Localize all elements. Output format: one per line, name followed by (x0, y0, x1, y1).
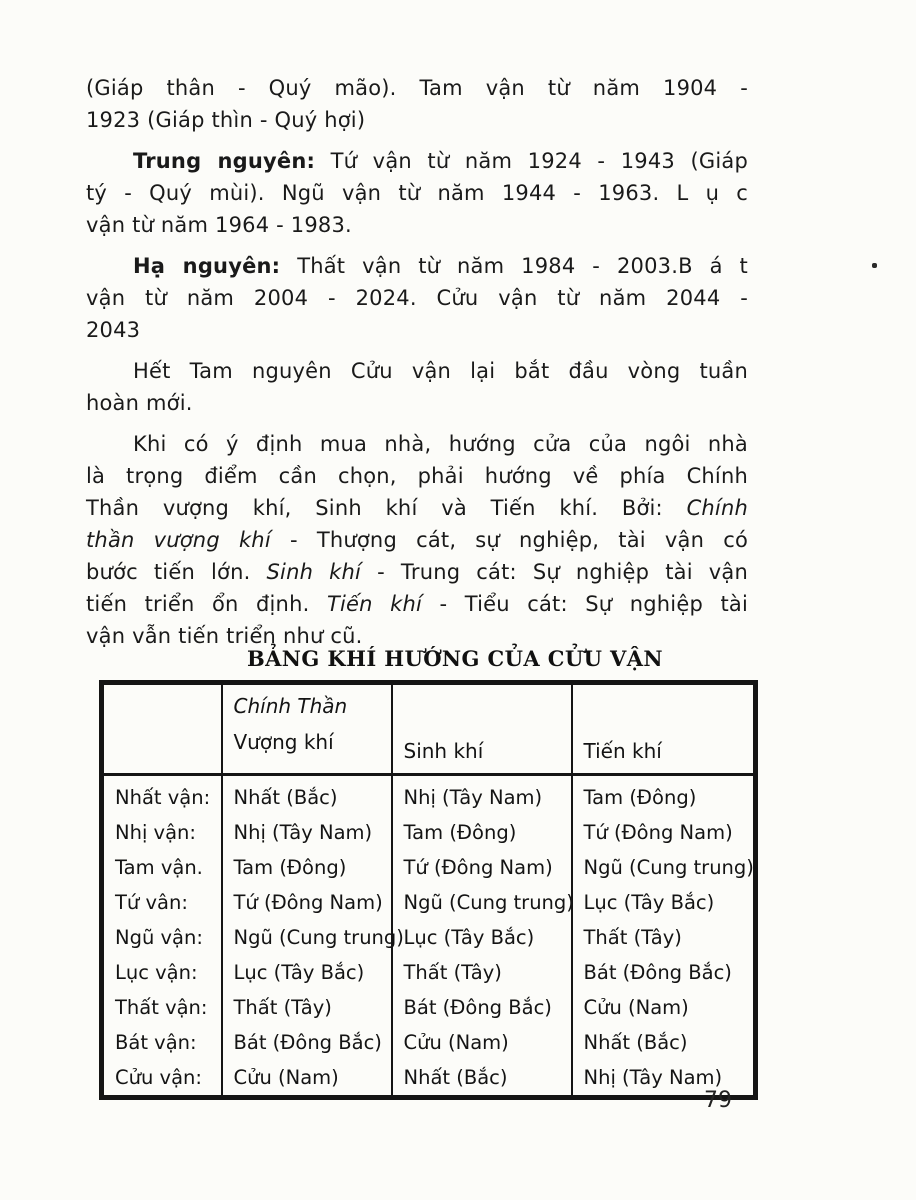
text-segment: vận vẫn tiến triển như cũ. (86, 624, 363, 648)
text-segment: vận từ năm 1964 - 1983. (86, 213, 352, 237)
text-segment: 2043 (86, 318, 141, 342)
table-cell: Thất (Tây) (222, 990, 392, 1025)
text-segment: - Trung cát: Sự nghiệp tài vận (361, 560, 748, 584)
text-segment: (Giáp thân - Quý mão). Tam vận từ năm 1904 - (86, 76, 748, 100)
text-segment: thần vượng khí (86, 528, 271, 552)
table-row (102, 850, 756, 885)
table-cell: Lục vận: (115, 961, 198, 984)
table-cell: Nhị (Tây Nam) (222, 815, 392, 850)
text-segment: - Thượng cát, sự nghiệp, tài vận có (270, 528, 748, 552)
table-cell: Nhị (Tây Nam) (392, 775, 572, 816)
table-cell: Thất vận: (115, 996, 208, 1019)
table-wrap (99, 680, 758, 1100)
paragraph (86, 72, 748, 136)
text-line (86, 387, 748, 419)
text-line (86, 177, 748, 209)
text-line (86, 145, 748, 177)
table-row (102, 955, 756, 990)
text-segment: Tiến khí (326, 592, 423, 616)
body-text (86, 72, 748, 661)
text-segment: Tứ vận từ năm 1924 - 1943 (Giáp (315, 149, 749, 173)
text-line (86, 355, 748, 387)
table-cell: Cửu (Nam) (572, 990, 756, 1025)
text-line (86, 460, 748, 492)
text-line (86, 104, 748, 136)
table-cell: Nhất (Bắc) (392, 1060, 572, 1098)
text-segment: tiến triển ổn định. (86, 592, 327, 616)
text-segment: bước tiến lớn. (86, 560, 267, 584)
header-chinh-than: Chính Thần (233, 694, 348, 718)
table-cell: Bát (Đông Bắc) (392, 990, 572, 1025)
ink-speck (872, 263, 877, 268)
table-cell: Tam vận. (115, 856, 203, 879)
header-cell-tien-khi: Tiến khí (572, 683, 756, 775)
text-segment: Trung nguyên: (133, 149, 316, 173)
text-segment: tý - Quý mùi). Ngũ vận từ năm 1944 - 1963. L ụ c (86, 181, 748, 205)
table-cell: Lục (Tây Bắc) (392, 920, 572, 955)
table-row (102, 920, 756, 955)
paragraph (86, 250, 748, 346)
paragraph (86, 428, 748, 652)
header-cell-empty (102, 683, 222, 775)
table-cell: Tứ (Đông Nam) (222, 885, 392, 920)
table-cell: Nhất (Bắc) (572, 1025, 756, 1060)
text-segment: Thất vận từ năm 1984 - 2003.B á t (280, 254, 748, 278)
text-line (86, 72, 748, 104)
table-row (102, 1025, 756, 1060)
table-cell: Nhất vận: (115, 786, 211, 809)
text-line (86, 282, 748, 314)
table-cell: Tứ (Đông Nam) (392, 850, 572, 885)
header-cell-chinh-than-vuong-khi (222, 683, 392, 775)
table-cell: Bát vận: (115, 1031, 197, 1054)
table-cell: Nhất (Bắc) (222, 775, 392, 816)
paragraph (86, 145, 748, 241)
table-cell: Cửu vận: (115, 1066, 202, 1089)
table-header-row (102, 683, 756, 775)
table-row (102, 815, 756, 850)
table-cell: Bát (Đông Bắc) (222, 1025, 392, 1060)
text-segment: Khi có ý định mua nhà, hướng cửa của ngôi nhà (133, 432, 748, 456)
table-cell: Ngũ (Cung trung) (572, 850, 756, 885)
text-segment: hoàn mới. (86, 391, 193, 415)
text-segment: là trọng điểm cần chọn, phải hướng về phía Chính (86, 464, 748, 488)
text-line (86, 556, 748, 588)
table-cell: Tam (Đông) (572, 775, 756, 816)
header-vuong-khi: Vượng khí (233, 730, 334, 754)
table-cell: Thất (Tây) (572, 920, 756, 955)
text-segment: - Tiểu cát: Sự nghiệp tài (422, 592, 748, 616)
table-cell: Lục (Tây Bắc) (572, 885, 756, 920)
text-segment: Thần vượng khí, Sinh khí và Tiến khí. Bởi: (86, 496, 687, 520)
table-title: BẢNG KHÍ HƯỚNG CỦA CỬU VẬN (246, 646, 664, 671)
text-line (86, 428, 748, 460)
table-cell: Cửu (Nam) (222, 1060, 392, 1098)
table-cell: Tam (Đông) (392, 815, 572, 850)
table-row (102, 990, 756, 1025)
page-number: 79 (704, 1088, 732, 1113)
text-line (86, 492, 748, 524)
table-cell: Ngũ (Cung trung) (392, 885, 572, 920)
table-row (102, 1060, 756, 1098)
text-segment: Chính (686, 496, 748, 520)
text-line (86, 314, 748, 346)
text-line (86, 524, 748, 556)
paragraph (86, 355, 748, 419)
table-cell: Lục (Tây Bắc) (222, 955, 392, 990)
text-line (86, 588, 748, 620)
text-segment: Sinh khí (266, 560, 362, 584)
khi-huong-table (99, 680, 758, 1100)
table-row (102, 775, 756, 816)
table-cell: Ngũ (Cung trung) (222, 920, 392, 955)
table-cell: Bát (Đông Bắc) (572, 955, 756, 990)
table-row (102, 885, 756, 920)
text-line (86, 209, 748, 241)
table-cell: Nhị vận: (115, 821, 196, 844)
text-segment: 1923 (Giáp thìn - Quý hợi) (86, 108, 366, 132)
header-cell-sinh-khi: Sinh khí (392, 683, 572, 775)
text-segment: Hạ nguyên: (133, 254, 281, 278)
table-cell: Tứ vân: (115, 891, 188, 914)
text-line (86, 250, 748, 282)
table-cell: Ngũ vận: (115, 926, 203, 949)
table-cell: Tứ (Đông Nam) (572, 815, 756, 850)
table-cell: Nhị (Tây Nam) (572, 1060, 756, 1098)
table-cell: Cửu (Nam) (392, 1025, 572, 1060)
text-segment: Hết Tam nguyên Cửu vận lại bắt đầu vòng tuần (133, 359, 748, 383)
text-segment: vận từ năm 2004 - 2024. Cửu vận từ năm 2044 - (86, 286, 748, 310)
table-cell: Tam (Đông) (222, 850, 392, 885)
table-cell: Thất (Tây) (392, 955, 572, 990)
